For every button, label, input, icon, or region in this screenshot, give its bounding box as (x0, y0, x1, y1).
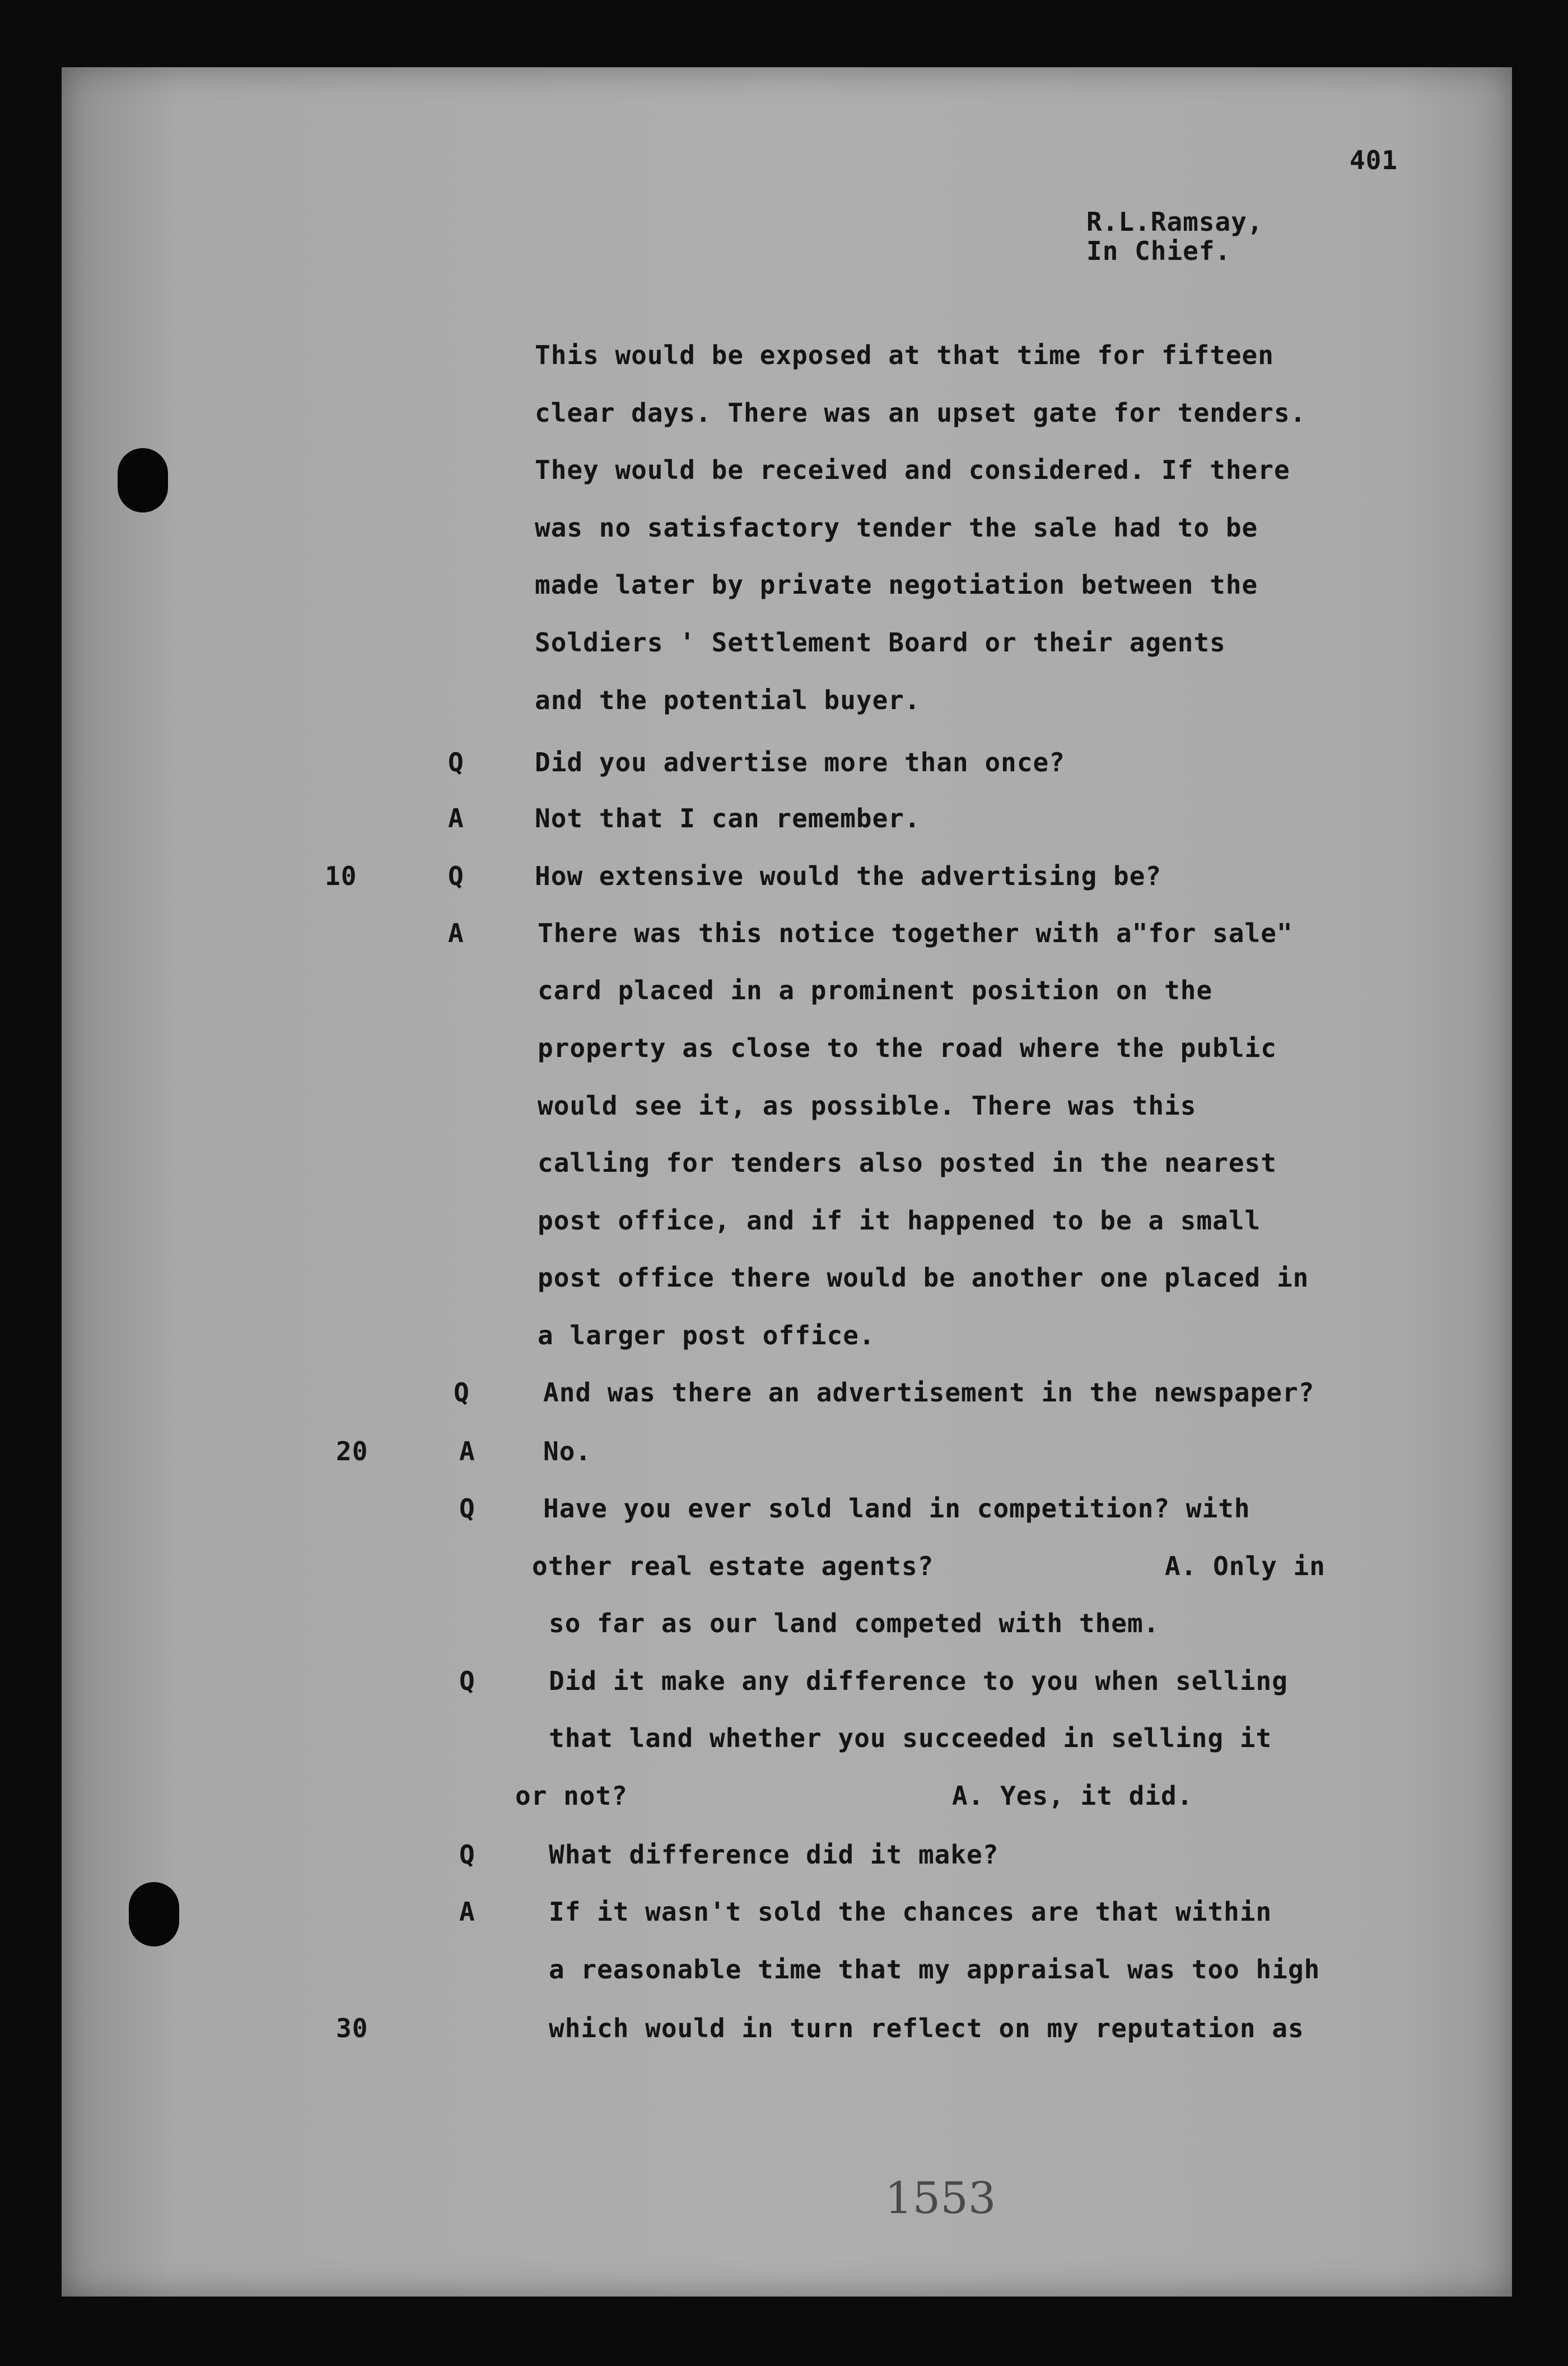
punch-hole-bottom (129, 1882, 179, 1946)
body-line: so far as our land competed with them. (549, 1608, 1160, 1638)
body-line: There was this notice together with a"for sale" (538, 918, 1293, 948)
punch-hole-top (118, 448, 168, 513)
body-line: card placed in a prominent position on the (538, 975, 1213, 1005)
answer-marker: A (459, 1897, 475, 1927)
body-line: a larger post office. (538, 1320, 875, 1350)
page-stamp-number: 1553 (885, 2173, 996, 2224)
body-line: a reasonable time that my appraisal was too high (549, 1954, 1320, 1985)
document-page (62, 67, 1512, 2297)
body-line: No. (543, 1436, 592, 1466)
body-line: which would in turn reflect on my reputation as (549, 2013, 1304, 2043)
answer-marker: A (459, 1436, 475, 1466)
inline-answer: A. Yes, it did. (952, 1781, 1193, 1811)
answer-marker: A (448, 918, 464, 948)
answer-marker: A (448, 803, 464, 833)
page-number: 401 (1350, 145, 1398, 175)
body-line: If it wasn't sold the chances are that within (549, 1897, 1272, 1927)
body-line: Soldiers ' Settlement Board or their agents (535, 627, 1226, 658)
body-line: post office there would be another one placed in (538, 1263, 1309, 1293)
body-line: Did you advertise more than once? (535, 747, 1065, 777)
header-witness-name: R.L.Ramsay, (1086, 207, 1263, 237)
body-line: Have you ever sold land in competition? with (543, 1493, 1250, 1524)
question-marker: Q (448, 861, 464, 891)
body-line: or not? (515, 1781, 628, 1811)
body-line: other real estate agents? (532, 1551, 934, 1581)
body-line: They would be received and considered. If there (535, 455, 1290, 485)
body-line: calling for tenders also posted in the nearest (538, 1148, 1277, 1178)
body-line: What difference did it make? (549, 1839, 999, 1870)
body-line: and the potential buyer. (535, 685, 921, 715)
body-line: was no satisfactory tender the sale had to be (535, 513, 1258, 543)
body-line: would see it, as possible. There was this (538, 1091, 1197, 1121)
question-marker: Q (448, 747, 464, 777)
line-number: 30 (336, 2013, 368, 2043)
question-marker: Q (459, 1666, 475, 1696)
question-marker: Q (459, 1493, 475, 1524)
body-line: How extensive would the advertising be? (535, 861, 1162, 891)
body-line: post office, and if it happened to be a small (538, 1205, 1261, 1236)
header-examination: In Chief. (1086, 236, 1231, 266)
body-line: Not that I can remember. (535, 803, 921, 833)
inline-answer: A. Only in (1165, 1551, 1326, 1581)
question-marker: Q (454, 1377, 470, 1408)
line-number: 10 (325, 861, 357, 891)
body-line: that land whether you succeeded in selling it (549, 1723, 1272, 1753)
body-line: And was there an advertisement in the newspaper? (543, 1377, 1315, 1408)
body-line: This would be exposed at that time for fifteen (535, 340, 1274, 370)
body-line: clear days. There was an upset gate for tenders. (535, 398, 1306, 428)
line-number: 20 (336, 1436, 368, 1466)
question-marker: Q (459, 1839, 475, 1870)
body-line: property as close to the road where the public (538, 1033, 1277, 1063)
body-line: Did it make any difference to you when selling (549, 1666, 1288, 1696)
body-line: made later by private negotiation between the (535, 570, 1258, 600)
